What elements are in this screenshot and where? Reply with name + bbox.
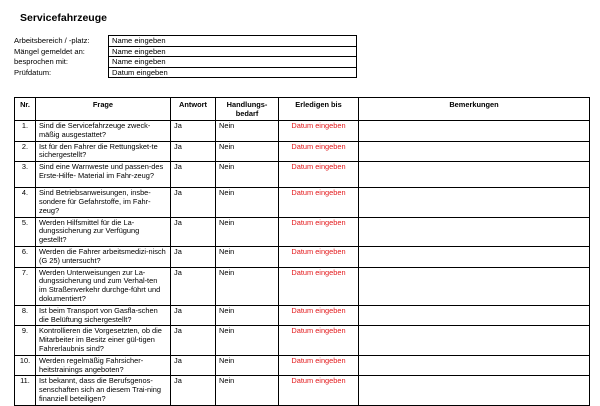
handlungsbedarf-nein[interactable]: Nein — [216, 326, 279, 355]
answer-ja[interactable]: Ja — [171, 121, 216, 142]
header-frage: Frage — [36, 98, 171, 121]
handlungsbedarf-nein[interactable]: Nein — [216, 267, 279, 305]
answer-ja[interactable]: Ja — [171, 305, 216, 326]
table-row — [15, 217, 590, 246]
answer-ja[interactable]: Ja — [171, 162, 216, 188]
question-text: Ist für den Fahrer die Rettungsket-te sichergestellt? — [36, 141, 171, 162]
meta-label: Prüfdatum: — [14, 67, 52, 77]
meta-label: besprochen mit: — [14, 57, 69, 66]
question-text: Sind Betriebsanweisungen, insbe-sondere für Gefahrstoffe, im Fahr-zeug? — [36, 188, 171, 217]
answer-ja[interactable]: Ja — [171, 188, 216, 217]
meta-label: Mängel gemeldet an: — [14, 46, 85, 56]
table-row — [15, 326, 590, 355]
meta-row — [14, 36, 357, 47]
handlungsbedarf-nein[interactable]: Nein — [216, 217, 279, 246]
answer-ja[interactable]: Ja — [171, 326, 216, 355]
meta-row — [14, 46, 357, 57]
checklist-table — [14, 97, 590, 406]
question-text: Werden Hilfsmittel für die La-dungssicherung zur Verfügung gestellt? — [36, 217, 171, 246]
table-row — [15, 162, 590, 188]
handlungsbedarf-nein[interactable]: Nein — [216, 121, 279, 142]
handlungsbedarf-nein[interactable]: Nein — [216, 141, 279, 162]
handlungsbedarf-nein[interactable]: Nein — [216, 305, 279, 326]
answer-ja[interactable]: Ja — [171, 355, 216, 376]
handlungsbedarf-nein[interactable]: Nein — [216, 246, 279, 267]
meta-value-field[interactable]: Name eingeben — [109, 36, 357, 47]
answer-ja[interactable]: Ja — [171, 376, 216, 405]
due-date-field[interactable]: Datum eingeben — [279, 188, 359, 217]
meta-row — [14, 67, 357, 78]
due-date-field[interactable]: Datum eingeben — [279, 376, 359, 405]
handlungsbedarf-nein[interactable]: Nein — [216, 162, 279, 188]
question-text: Werden Unterweisungen zur La-dungssicherung und zum Verhal-ten im Straßenverkehr durchge-führt und dokumentiert? — [36, 267, 171, 305]
header-antwort: Antwort — [171, 98, 216, 121]
answer-ja[interactable]: Ja — [171, 141, 216, 162]
remarks-field[interactable] — [359, 326, 590, 355]
table-row — [15, 355, 590, 376]
row-number: 8. — [15, 305, 36, 326]
due-date-field[interactable]: Datum eingeben — [279, 326, 359, 355]
header-erledigen-bis: Erledigen bis — [279, 98, 359, 121]
table-row — [15, 376, 590, 405]
table-row — [15, 141, 590, 162]
due-date-field[interactable]: Datum eingeben — [279, 217, 359, 246]
row-number: 5. — [15, 217, 36, 246]
handlungsbedarf-nein[interactable]: Nein — [216, 188, 279, 217]
meta-table — [14, 35, 357, 78]
table-row — [15, 305, 590, 326]
answer-ja[interactable]: Ja — [171, 246, 216, 267]
question-text: Kontrollieren die Vorgesetzten, ob die Mitarbeiter im Besitz einer gül-tigen Fahrerlaubnis sind? — [36, 326, 171, 355]
row-number: 2. — [15, 141, 36, 162]
question-text: Werden die Fahrer arbeitsmedizi-nisch (G 25) untersucht? — [36, 246, 171, 267]
row-number: 11. — [15, 376, 36, 405]
handlungsbedarf-nein[interactable]: Nein — [216, 355, 279, 376]
question-text: Ist bekannt, dass die Berufsgenos-senschaften sich an diesem Trai-ning finanziell beteiligen? — [36, 376, 171, 405]
row-number: 10. — [15, 355, 36, 376]
remarks-field[interactable] — [359, 355, 590, 376]
due-date-field[interactable]: Datum eingeben — [279, 355, 359, 376]
table-row — [15, 267, 590, 305]
row-number: 1. — [15, 121, 36, 142]
due-date-field[interactable]: Datum eingeben — [279, 141, 359, 162]
table-row — [15, 246, 590, 267]
meta-row — [14, 57, 357, 68]
table-row — [15, 188, 590, 217]
meta-value-field[interactable]: Name eingeben — [109, 57, 357, 68]
remarks-field[interactable] — [359, 246, 590, 267]
question-text: Sind eine Warnweste und passen-des Erste-Hilfe- Material im Fahr-zeug? — [36, 162, 171, 188]
header-nr: Nr. — [15, 98, 36, 121]
due-date-field[interactable]: Datum eingeben — [279, 267, 359, 305]
remarks-field[interactable] — [359, 305, 590, 326]
remarks-field[interactable] — [359, 162, 590, 188]
remarks-field[interactable] — [359, 376, 590, 405]
due-date-field[interactable]: Datum eingeben — [279, 121, 359, 142]
answer-ja[interactable]: Ja — [171, 267, 216, 305]
table-header-row — [15, 98, 590, 121]
row-number: 6. — [15, 246, 36, 267]
answer-ja[interactable]: Ja — [171, 217, 216, 246]
row-number: 7. — [15, 267, 36, 305]
remarks-field[interactable] — [359, 141, 590, 162]
due-date-field[interactable]: Datum eingeben — [279, 162, 359, 188]
page-title: Servicefahrzeuge — [20, 12, 107, 24]
due-date-field[interactable]: Datum eingeben — [279, 305, 359, 326]
meta-label: Arbeitsbereich / -platz: — [14, 36, 90, 45]
remarks-field[interactable] — [359, 188, 590, 217]
row-number: 4. — [15, 188, 36, 217]
question-text: Ist beim Transport von Gasfla-schen die Belüftung sichergestellt? — [36, 305, 171, 326]
due-date-field[interactable]: Datum eingeben — [279, 246, 359, 267]
question-text: Werden regelmäßig Fahrsicher-heitstrainings angeboten? — [36, 355, 171, 376]
handlungsbedarf-nein[interactable]: Nein — [216, 376, 279, 405]
remarks-field[interactable] — [359, 217, 590, 246]
remarks-field[interactable] — [359, 121, 590, 142]
row-number: 9. — [15, 326, 36, 355]
header-handlungsbedarf: Handlungs- bedarf — [216, 98, 279, 121]
header-bemerkungen: Bemerkungen — [359, 98, 590, 121]
remarks-field[interactable] — [359, 267, 590, 305]
question-text: Sind die Servicefahrzeuge zweck-mäßig ausgestattet? — [36, 121, 171, 142]
meta-value-field[interactable]: Name eingeben — [109, 46, 357, 57]
meta-value-field[interactable]: Datum eingeben — [109, 67, 357, 78]
table-row — [15, 121, 590, 142]
row-number: 3. — [15, 162, 36, 188]
